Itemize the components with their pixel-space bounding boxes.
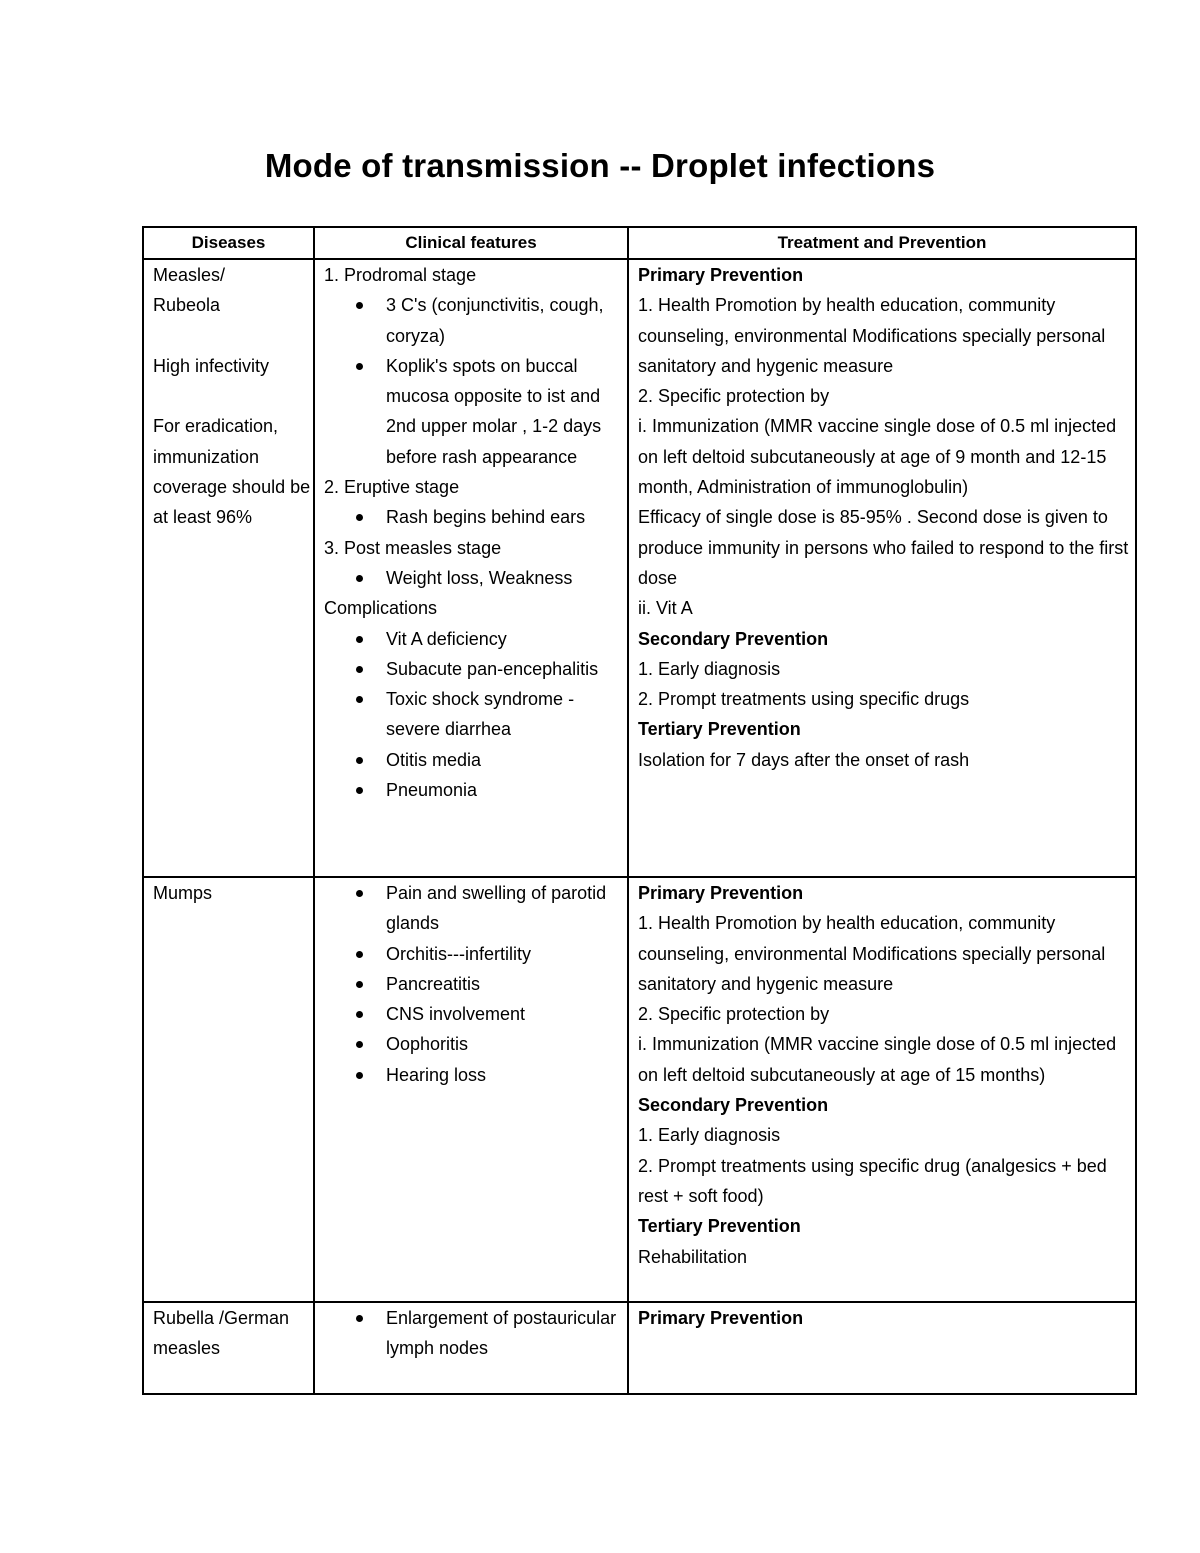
- prevention-heading: Tertiary Prevention: [638, 719, 801, 740]
- treatment-cell: [628, 1302, 1136, 1394]
- treatment-text: 2. Prompt treatments using specific drug (analgesics + bed rest + soft food): [638, 1155, 1107, 1206]
- bullet-icon: [356, 696, 363, 703]
- disease-text: High infectivity: [153, 355, 270, 376]
- bullet-icon: [356, 981, 363, 988]
- list-item: [386, 502, 627, 532]
- list-item: [386, 878, 627, 939]
- list-item: [386, 745, 627, 775]
- feature-text: Pneumonia: [386, 780, 478, 801]
- table-row: [143, 259, 1136, 877]
- column-header-treatment: Treatment and Prevention: [628, 227, 1136, 259]
- disease-text: Rubeola: [153, 295, 221, 316]
- feature-text: Vit A deficiency: [386, 628, 507, 649]
- feature-text: Toxic shock syndrome - severe diarrhea: [386, 689, 575, 740]
- bullet-icon: [356, 363, 363, 370]
- list-item: [386, 563, 627, 593]
- treatment-text: Isolation for 7 days after the onset of rash: [638, 749, 970, 770]
- disease-cell: [143, 877, 314, 1302]
- feature-bullet-list: [324, 1303, 627, 1364]
- feature-text: Pancreatitis: [386, 973, 481, 994]
- list-item: [386, 351, 627, 472]
- list-item: [386, 1029, 627, 1059]
- bullet-icon: [356, 514, 363, 521]
- bullet-icon: [356, 302, 363, 309]
- feature-text: Subacute pan-encephalitis: [386, 658, 599, 679]
- feature-text: Rash begins behind ears: [386, 507, 586, 528]
- feature-bullet-list: [324, 502, 627, 532]
- feature-text: Hearing loss: [386, 1064, 487, 1085]
- feature-text: Koplik's spots on buccal mucosa opposite to ist and 2nd upper molar , 1-2 days before rash appearance: [386, 355, 602, 467]
- disease-cell: [143, 1302, 314, 1394]
- treatment-text: 1. Early diagnosis: [638, 658, 781, 679]
- bullet-icon: [356, 1011, 363, 1018]
- table-row: [143, 877, 1136, 1302]
- prevention-heading: Primary Prevention: [638, 265, 804, 285]
- bullet-icon: [356, 890, 363, 897]
- spacer: [153, 381, 313, 411]
- disease-text: Mumps: [153, 883, 213, 903]
- treatment-text: Rehabilitation: [638, 1246, 748, 1267]
- bullet-icon: [356, 575, 363, 582]
- diseases-table: [142, 226, 1137, 1395]
- list-item: [386, 684, 627, 745]
- feature-heading: 2. Eruptive stage: [324, 477, 460, 498]
- treatment-text: 2. Specific protection by: [638, 1004, 830, 1025]
- page-title: Mode of transmission -- Droplet infections: [264, 147, 936, 184]
- list-item: [386, 939, 627, 969]
- list-item: [386, 1303, 627, 1364]
- prevention-heading: Primary Prevention: [638, 883, 804, 903]
- prevention-heading: Primary Prevention: [638, 1308, 804, 1328]
- treatment-cell: [628, 259, 1136, 877]
- treatment-cell: [628, 877, 1136, 1302]
- clinical-features-cell: [314, 877, 628, 1302]
- column-header-diseases: Diseases: [143, 227, 314, 259]
- column-header-clinical-features: Clinical features: [314, 227, 628, 259]
- prevention-heading: Tertiary Prevention: [638, 1216, 801, 1237]
- feature-text: Enlargement of postauricular lymph nodes: [386, 1308, 617, 1359]
- feature-heading: Complications: [324, 598, 438, 619]
- feature-bullet-list: [324, 878, 627, 1090]
- treatment-text: 1. Health Promotion by health education, community counseling, environmental Modifications specially personal sanitatory and hygenic measure: [638, 913, 1106, 994]
- list-item: [386, 1060, 627, 1090]
- bullet-icon: [356, 666, 363, 673]
- table-row: [143, 1302, 1136, 1394]
- list-item: [386, 775, 627, 805]
- bullet-icon: [356, 636, 363, 643]
- table-header-row: [143, 227, 1136, 259]
- disease-text: Measles/: [153, 265, 226, 285]
- treatment-text: 2. Specific protection by: [638, 386, 830, 407]
- list-item: [386, 969, 627, 999]
- bullet-icon: [356, 1072, 363, 1079]
- treatment-text: ii. Vit A: [638, 598, 693, 619]
- feature-bullet-list: [324, 290, 627, 472]
- prevention-heading: Secondary Prevention: [638, 1095, 829, 1116]
- list-item: [386, 290, 627, 351]
- feature-text: Oophoritis: [386, 1034, 469, 1055]
- bullet-icon: [356, 787, 363, 794]
- list-item: [386, 654, 627, 684]
- spacer: [153, 321, 313, 351]
- bullet-icon: [356, 951, 363, 958]
- clinical-features-cell: [314, 259, 628, 877]
- feature-text: Orchitis---infertility: [386, 943, 532, 964]
- clinical-features-cell: [314, 1302, 628, 1394]
- feature-bullet-list: [324, 563, 627, 593]
- disease-text: Rubella /German measles: [153, 1308, 290, 1359]
- feature-text: 3 C's (conjunctivitis, cough, coryza): [386, 295, 604, 346]
- disease-text: For eradication, immunization coverage should be at least 96%: [153, 416, 311, 528]
- feature-text: Otitis media: [386, 749, 482, 770]
- treatment-text: 1. Early diagnosis: [638, 1125, 781, 1146]
- bullet-icon: [356, 1041, 363, 1048]
- list-item: [386, 999, 627, 1029]
- feature-text: CNS involvement: [386, 1004, 526, 1025]
- list-item: [386, 624, 627, 654]
- feature-heading: 1. Prodromal stage: [324, 265, 477, 285]
- feature-bullet-list: [324, 624, 627, 806]
- disease-cell: [143, 259, 314, 877]
- treatment-text: i. Immunization (MMR vaccine single dose of 0.5 ml injected on left deltoid subcutaneously at age of 15 months): [638, 1034, 1117, 1085]
- feature-text: Pain and swelling of parotid glands: [386, 883, 607, 934]
- prevention-heading: Secondary Prevention: [638, 628, 829, 649]
- treatment-text: Efficacy of single dose is 85-95% . Second dose is given to produce immunity in persons who failed to respond to the first dose: [638, 507, 1129, 588]
- feature-heading: 3. Post measles stage: [324, 537, 502, 558]
- treatment-text: i. Immunization (MMR vaccine single dose of 0.5 ml injected on left deltoid subcutaneously at age of 9 month and 12-15 month, Administration of immunoglobulin): [638, 416, 1117, 498]
- feature-text: Weight loss, Weakness: [386, 567, 573, 588]
- treatment-text: 2. Prompt treatments using specific drugs: [638, 689, 970, 710]
- bullet-icon: [356, 757, 363, 764]
- bullet-icon: [356, 1315, 363, 1322]
- treatment-text: 1. Health Promotion by health education, community counseling, environmental Modifications specially personal sanitatory and hygenic measure: [638, 295, 1106, 376]
